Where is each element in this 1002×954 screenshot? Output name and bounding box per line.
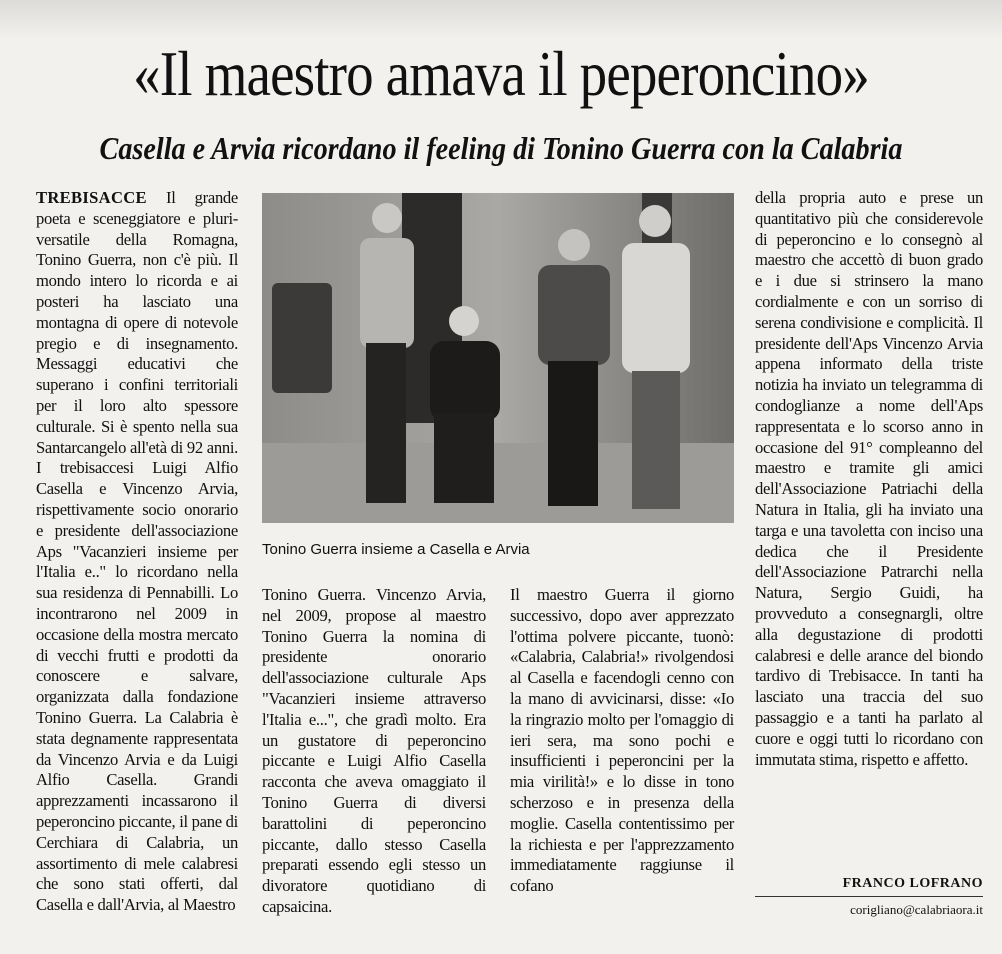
photo-caption: Tonino Guerra insieme a Casella e Arvia bbox=[262, 541, 530, 558]
dateline: TREBISACCE bbox=[36, 188, 147, 207]
column-1-text: Il grande poeta e sceneggiatore e pluri-versatile della Romagna, Tonino Guerra, non c'è più. Il mondo intero lo ricorda e ai posteri ha lasciato una montagna di opere di notevole pregio e di insegnamento. Messaggi educativi che superano i confini territoriali per il loro alto spessore culturale. Si è spento nella sua Santarcangelo all'età di 92 anni. I trebisaccesi Luigi Alfio Casella e Vincenzo Arvia, rispettivamente socio onorario e presidente dell'associazione Aps "Vacanzieri insieme per l'Italia e.." lo ricordano nella sua residenza di Pennabilli. Lo incontrarono nel 2009 in occasione della mostra mercato di vecchi frutti e prodotti da conoscere e salvare, organizzata dalla fondazione Tonino Guerra. La Calabria è stata degnamente rappresentata da Vincenzo Arvia e da Luigi Alfio Casella. Grandi apprezzamenti incassarono il peperoncino piccante, il pane di Cerchiara di Calabria, un assortimento di mele calabresi che sono stati offerti, dal Casella e dall'Arvia, al Maestro bbox=[36, 188, 238, 915]
headline: «Il maestro amava il peperoncino» bbox=[133, 38, 869, 109]
article-column-3 bbox=[510, 585, 734, 897]
previous-page-bleed bbox=[0, 0, 1002, 40]
article-column-2 bbox=[262, 585, 486, 918]
subheadline: Casella e Arvia ricordano il feeling di Tonino Guerra con la Calabria bbox=[99, 130, 903, 166]
column-2-text: Tonino Guerra. Vincenzo Arvia, nel 2009, propose al maestro Tonino Guerra la nomina di presidente onorario dell'associazione culturale Aps "Vacanzieri insieme attraverso l'Italia e...", che gradì molto. Era un gustatore di peperoncino piccante e Luigi Alfio Casella racconta che aveva omaggiato il Tonino Guerra di diversi barattolini di peperoncino piccante, dallo stesso Casella preparati essendo egli stesso un divoratore quotidiano di capsaicina. bbox=[262, 585, 486, 916]
author-byline: FRANCO LOFRANO bbox=[842, 876, 983, 891]
column-4-text: della propria auto e prese un quantitativo più che considerevole di peperoncino e lo consegnò al maestro che accettò di buon grado e i due si strinsero la mano cordialmente e con un sorriso di serena condivisione e complicità. Il presidente dell'Aps Vincenzo Arvia appena informato della triste notizia ha inviato un telegramma di condoglianze a nome dell'Aps rappresentata e lo scorso anno in occasione del 91° compleanno del maestro e tramite gli amici dell'Associazione Patriachi della Natura in Italia, gli ha inviato una targa e una tavoletta con inciso una dedica che il Presidente dell'Associazione Patrarchi nella Natura, Sergio Guidi, ha provveduto a consegnargli, oltre alla degustazione di prodotti calabresi e delle arance del biondo tardivo di Trebisacce. In tanti ha lasciato una traccia del suo passaggio e a tanti ha parlato al cuore e oggi tutti lo ricordano con immutata stima, rispetto e affetto. bbox=[755, 188, 983, 769]
article-photo bbox=[262, 193, 734, 523]
article-column-1 bbox=[36, 188, 238, 916]
column-3-text: Il maestro Guerra il giorno successivo, dopo aver apprezzato l'ottima polvere piccante, tuonò: «Calabria, Calabria!» rivolgendosi al Casella e facendogli cenno con la mano di avvicinarsi, disse: «Io la ringrazio molto per l'omaggio di ieri sera, ma sono pochi e insufficienti i peperoncini per la mia virilità!» e lo disse in tono scherzoso e in presenza della moglie. Casella contentissimo per la richiesta e per l'apprezzamento immediatamente raggiunse il cofano bbox=[510, 585, 734, 896]
photo-illustration bbox=[262, 193, 734, 523]
author-email: corigliano@calabriaora.it bbox=[850, 902, 983, 917]
byline-divider bbox=[755, 896, 983, 897]
article-column-4 bbox=[755, 188, 983, 770]
